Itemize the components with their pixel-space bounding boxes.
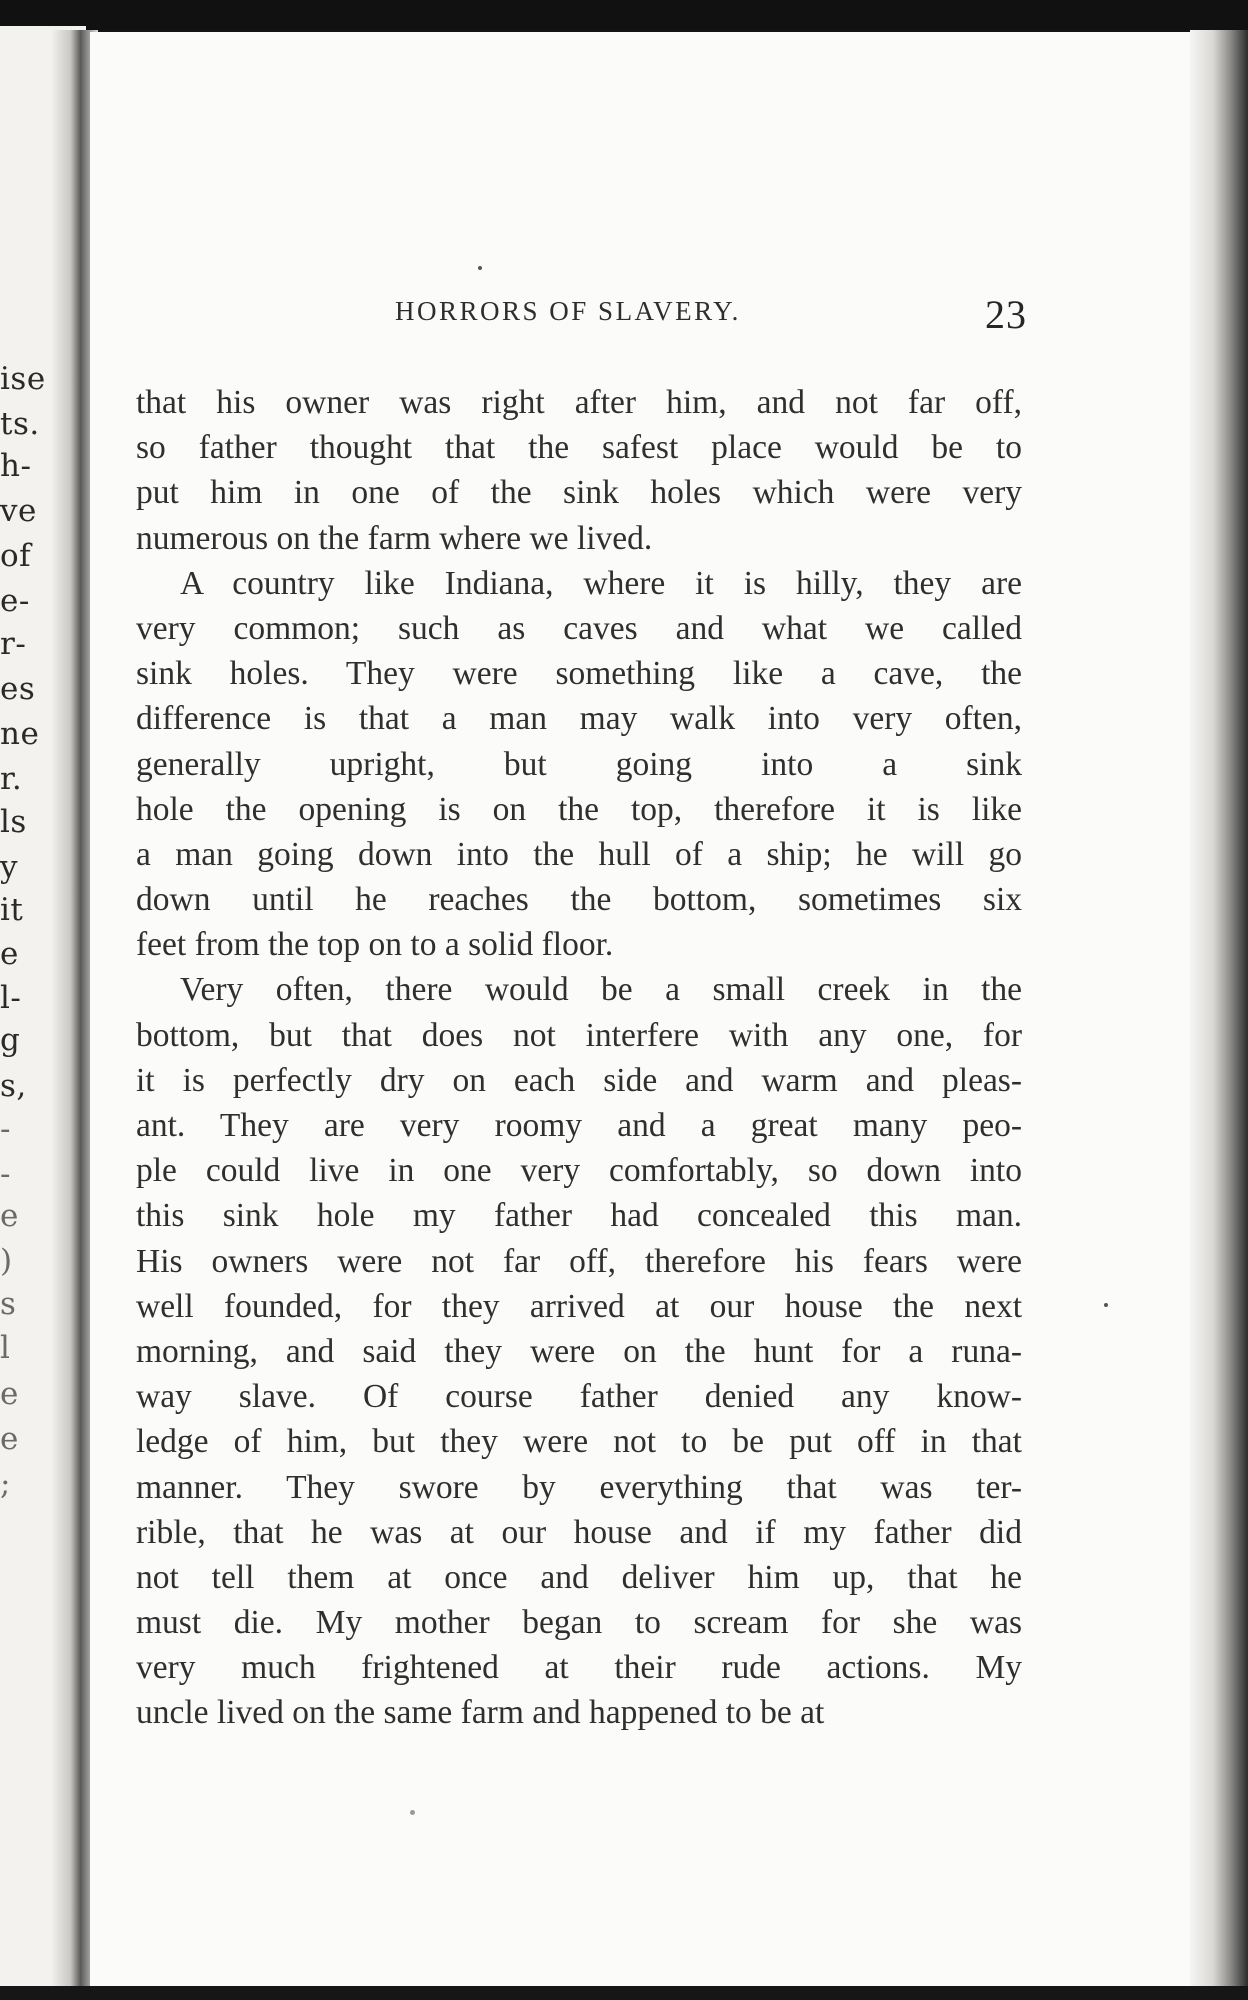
facing-page-fragment: -: [0, 1111, 11, 1147]
facing-page-fragment: e: [0, 936, 19, 972]
paper-speck: [478, 266, 482, 270]
facing-page-fragment: ls: [0, 804, 27, 840]
text-line: uncle lived on the same farm and happened to be at: [136, 1694, 825, 1732]
facing-page-fragment: g: [0, 1022, 21, 1058]
text-line: hole the opening is on the top, therefore it is like: [136, 790, 1022, 828]
text-line: put him in one of the sink holes which were very: [136, 474, 1022, 512]
text-line: ant. They are very roomy and a great many peo-: [136, 1107, 1022, 1144]
scan-top-border: [0, 0, 1248, 30]
facing-page-fragment: e: [0, 1421, 19, 1457]
text-line: not tell them at once and deliver him up, that he: [136, 1558, 1022, 1596]
text-line: difference is that a man may walk into very often,: [136, 700, 1022, 738]
facing-page-fragment: e: [0, 1376, 19, 1412]
facing-page-fragment: r.: [0, 761, 23, 797]
text-line: A country like Indiana, where it is hilly, they are: [180, 564, 1022, 602]
text-line: well founded, for they arrived at our house the next: [136, 1287, 1022, 1325]
text-line: a man going down into the hull of a ship; he will go: [136, 835, 1022, 873]
facing-page-fragment: it: [0, 892, 24, 928]
text-line: sink holes. They were something like a cave, the: [136, 655, 1022, 693]
facing-page-fragment: l-: [0, 980, 22, 1016]
facing-page-fragment: s: [0, 1286, 17, 1322]
facing-page-fragment: h-: [0, 448, 32, 484]
facing-page-fragment: l: [0, 1330, 11, 1366]
facing-page-fragment: e-: [0, 583, 30, 619]
scan-bottom-border: [0, 1986, 1248, 2000]
text-line: it is perfectly dry on each side and warm and pleas-: [136, 1061, 1022, 1099]
text-line: very common; such as caves and what we called: [136, 609, 1022, 647]
text-line: way slave. Of course father denied any know-: [136, 1378, 1022, 1416]
paper-speck: [410, 1810, 415, 1815]
facing-page-fragment: ): [0, 1243, 13, 1279]
page-number: 23: [985, 292, 1027, 337]
text-line: down until he reaches the bottom, sometimes six: [136, 881, 1022, 919]
facing-page-fragment: r-: [0, 626, 27, 662]
text-line: numerous on the farm where we lived.: [136, 519, 653, 557]
facing-page-fragment: ;: [0, 1466, 11, 1502]
page-edge-shadow: [1190, 30, 1248, 2000]
facing-page-fragment: es: [0, 671, 36, 707]
facing-page-fragment: s,: [0, 1068, 27, 1104]
text-line: Very often, there would be a small creek in the: [180, 971, 1022, 1009]
facing-page-fragment: ise: [0, 361, 46, 397]
text-line: ledge of him, but they were not to be put off in that: [136, 1423, 1022, 1461]
text-line: rible, that he was at our house and if my father did: [136, 1513, 1022, 1551]
text-line: generally upright, but going into a sink: [136, 745, 1022, 783]
text-line: His owners were not far off, therefore his fears were: [136, 1242, 1022, 1280]
text-line: very much frightened at their rude actions. My: [136, 1649, 1022, 1687]
facing-page-fragment: e: [0, 1198, 19, 1234]
text-line: that his owner was right after him, and not far off,: [136, 384, 1022, 421]
text-line: feet from the top on to a solid floor.: [136, 926, 614, 964]
facing-page-fragment: ts.: [0, 406, 40, 442]
text-line: must die. My mother began to scream for she was: [136, 1604, 1022, 1642]
facing-page-fragment: of: [0, 538, 32, 574]
paper-speck: [1104, 1303, 1108, 1307]
text-line: ple could live in one very comfortably, so down into: [136, 1152, 1022, 1190]
text-line: morning, and said they were on the hunt for a runa-: [136, 1332, 1022, 1370]
text-line: bottom, but that does not interfere with any one, for: [136, 1016, 1022, 1054]
facing-page-fragment: ve: [0, 493, 37, 529]
text-line: so father thought that the safest place would be to: [136, 429, 1022, 467]
running-head: HORRORS OF SLAVERY.: [395, 296, 741, 326]
facing-page-fragment: y: [0, 849, 19, 885]
text-line: manner. They swore by everything that was ter-: [136, 1468, 1022, 1506]
body-text: [136, 380, 1022, 1736]
facing-page-fragment: ne: [0, 716, 40, 752]
facing-page-fragment: -: [0, 1156, 11, 1192]
text-line: this sink hole my father had concealed this man.: [136, 1197, 1022, 1235]
